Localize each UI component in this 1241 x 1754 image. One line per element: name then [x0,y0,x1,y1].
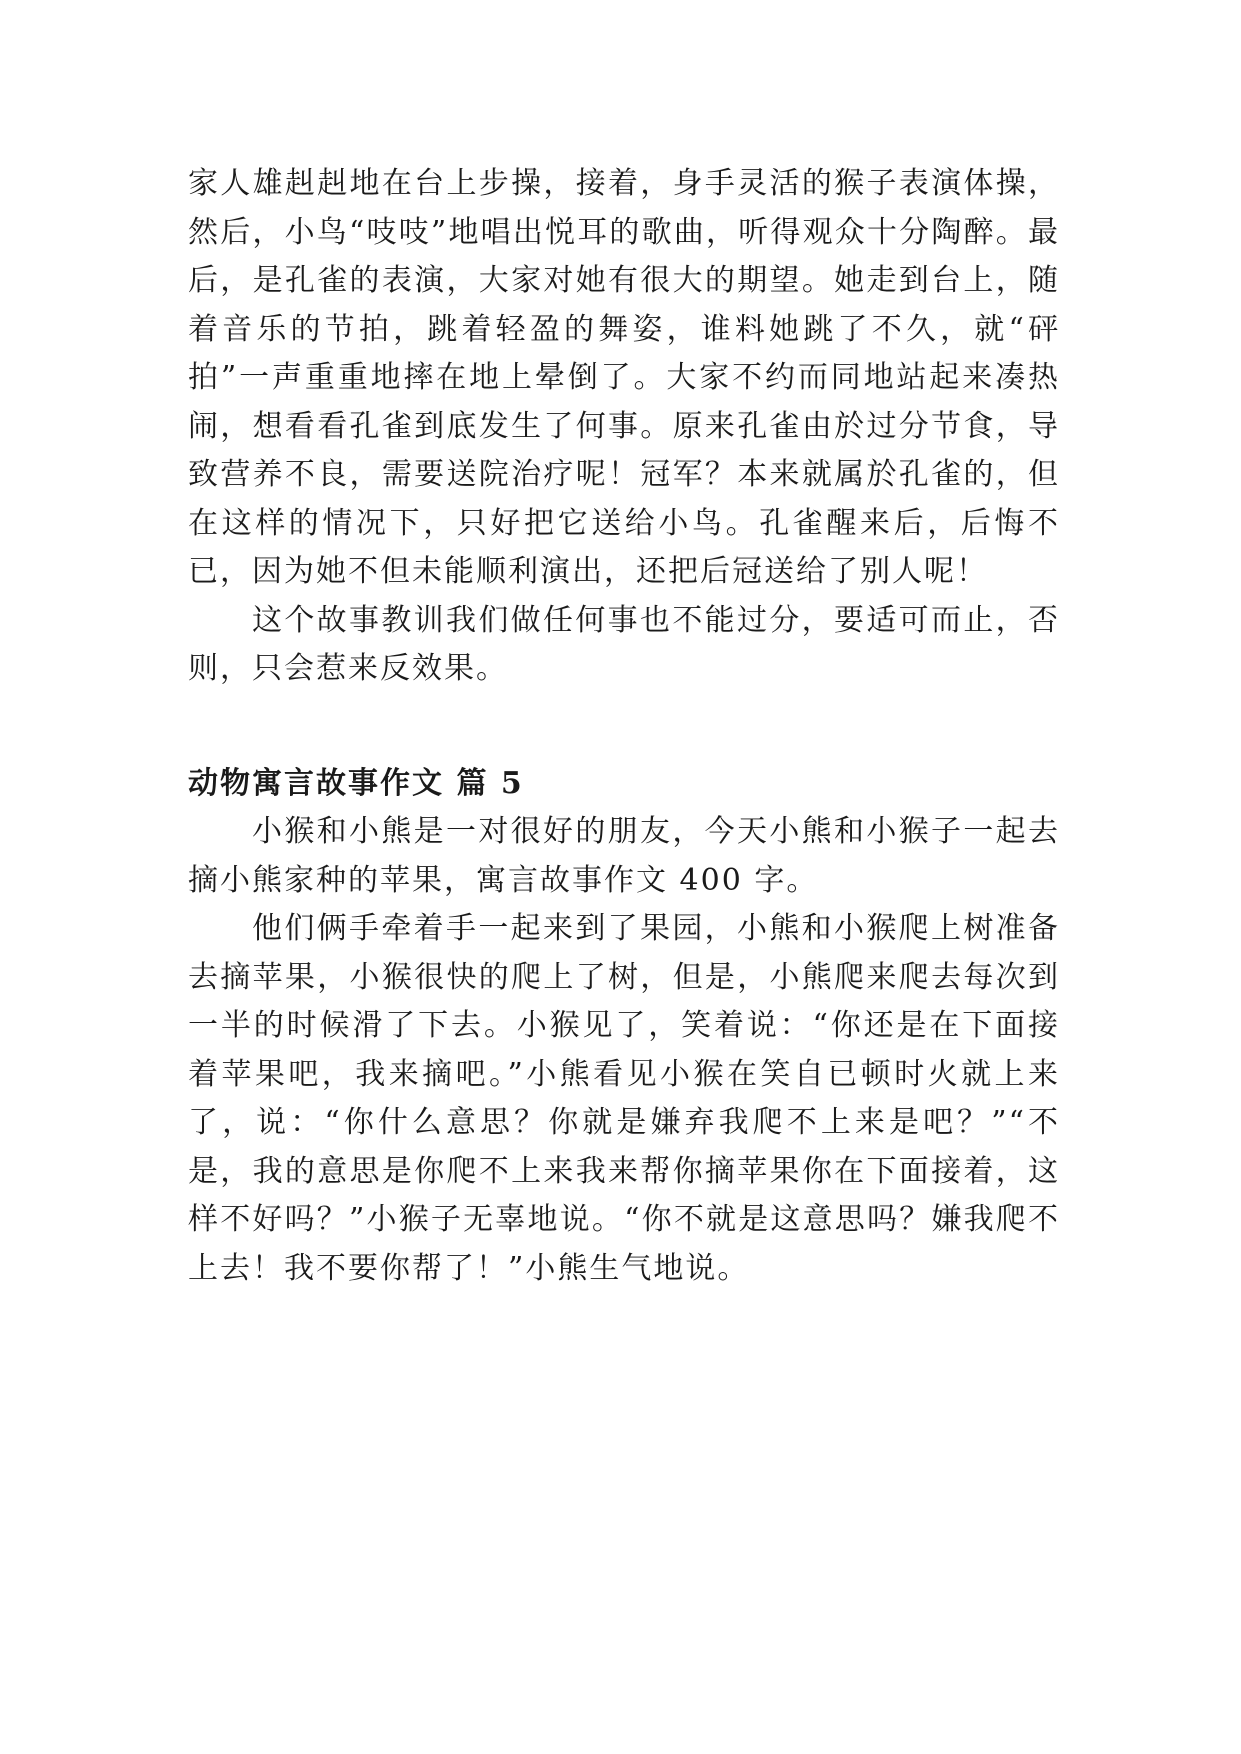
document-page [188,160,1060,1293]
section-heading: 动物寓言故事作文 篇 5 [188,765,524,801]
paragraph-story-body: 他们俩手牵着手一起来到了果园，小熊和小猴爬上树准备去摘苹果，小猴很快的爬上了树，但是，小熊爬来爬去每次到一半的时候滑了下去。小猴见了，笑着说：“你还是在下面接着苹果吧，我来摘吧。”小熊看见小猴在笑自已顿时火就上来了，说：“你什么意思？你就是嫌弃我爬不上来是吧？”“不是，我的意思是你爬不上来我来帮你摘苹果你在下面接着，这样不好吗？”小猴子无辜地说。“你不就是这意思吗？嫌我爬不上去！我不要你帮了！”小熊生气地说。 [188,911,1060,1286]
paragraph-moral: 这个故事教训我们做任何事也不能过分，要适可而止，否则，只会惹来反效果。 [188,602,1060,686]
paragraph-continued-story: 家人雄赳赳地在台上步操，接着，身手灵活的猴子表演体操，然后，小鸟“吱吱”地唱出悦耳的歌曲，听得观众十分陶醉。最后，是孔雀的表演，大家对她有很大的期望。她走到台上，随着音乐的节拍，跳着轻盈的舞姿，谁料她跳了不久，就“砰拍”一声重重地摔在地上晕倒了。大家不约而同地站起来凑热闹，想看看孔雀到底发生了何事。原来孔雀由於过分节食，导致营养不良，需要送院治疗呢！冠军？本来就属於孔雀的，但在这样的情况下，只好把它送给小鸟。孔雀醒来后，后悔不已，因为她不但未能顺利演出，还把后冠送给了别人呢！ [188,166,1060,589]
paragraph-story-intro: 小猴和小熊是一对很好的朋友，今天小熊和小猴子一起去摘小熊家种的苹果，寓言故事作文 400 字。 [188,814,1060,898]
